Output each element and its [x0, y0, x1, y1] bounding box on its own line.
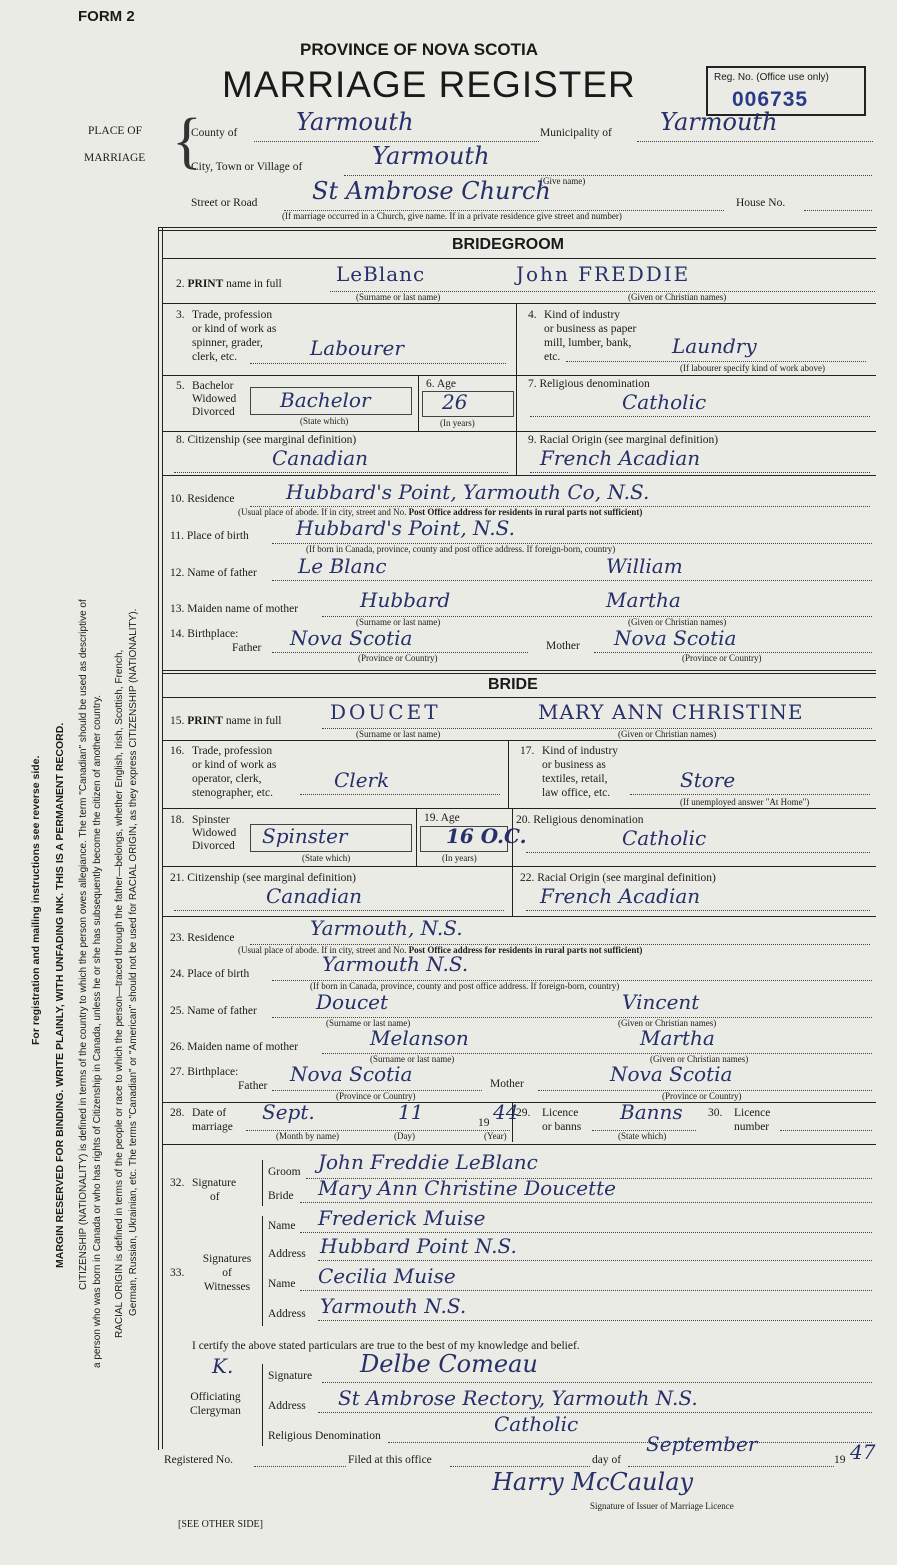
house-label: House No.: [736, 197, 786, 209]
day-of-label: day of: [592, 1454, 622, 1466]
w1-address: Hubbard Point N.S.: [320, 1234, 517, 1258]
bride-industry-note: (If unemployed answer "At Home"): [680, 797, 810, 807]
groom-prov-note-1: (Province or Country): [358, 653, 438, 663]
groom-residence: Hubbard's Point, Yarmouth Co, N.S.: [286, 480, 650, 504]
f19-num: 19.: [424, 812, 439, 824]
reg-number: 006735: [732, 88, 809, 111]
rule: [516, 303, 517, 375]
f19-label: Age: [440, 812, 460, 824]
groom-industry-note: (If labourer specify kind of work above): [680, 363, 825, 373]
w2-name: Cecilia Muise: [318, 1264, 456, 1288]
bride-surname: DOUCET: [330, 700, 441, 724]
f3-label-2: or kind of work as: [192, 323, 277, 335]
bride-father-surname-note: (Surname or last name): [326, 1018, 411, 1028]
rule: [300, 1290, 872, 1291]
place-label-2: MARRIAGE: [84, 152, 146, 164]
groom-mother-given: Martha: [606, 588, 681, 612]
f30-label-1: Licence: [734, 1107, 771, 1119]
marriage-year-note: (Year): [484, 1131, 507, 1141]
f9-label: Racial Origin (see marginal definition): [539, 434, 719, 446]
bride-father-birthplace: Nova Scotia: [290, 1062, 413, 1086]
f27-father-label: Father: [238, 1080, 268, 1092]
rule: [262, 1216, 263, 1326]
groom-given: John FREDDIE: [516, 262, 691, 286]
rule: [300, 794, 500, 795]
groom-age-box: [422, 391, 514, 417]
rule: [162, 808, 876, 809]
bride-res-note-2: Post Office address for residents in rural parts not sufficient): [408, 945, 643, 955]
rule: [530, 416, 870, 417]
f15-print: PRINT: [187, 715, 224, 727]
rule: [162, 866, 876, 867]
reg-label: Reg. No.: [714, 72, 754, 83]
city-value: Yarmouth: [372, 142, 490, 170]
bride-father-surname: Doucet: [316, 990, 389, 1014]
marriage-day-note: (Day): [394, 1131, 415, 1141]
bride-father-given-note: (Given or Christian names): [618, 1018, 717, 1028]
f4-label-1: Kind of industry: [544, 309, 621, 321]
f20-label: Religious denomination: [533, 814, 644, 826]
registered-label: Registered No.: [164, 1454, 233, 1466]
rule: [300, 1232, 872, 1233]
groom-mother-surname: Hubbard: [360, 588, 451, 612]
f17-label-3: textiles, retail,: [542, 773, 608, 785]
groom-sig-label: Groom: [268, 1166, 301, 1178]
f22-label: Racial Origin (see marginal definition): [537, 872, 716, 884]
bride-mother-surname: Melanson: [370, 1026, 469, 1050]
rule: [254, 1466, 346, 1467]
f29-num: 29.: [516, 1107, 531, 1119]
rule: [530, 472, 870, 473]
clergy-rel-label: Religious Denomination: [268, 1430, 381, 1442]
f4-label-4: etc.: [544, 351, 561, 363]
f17-label-4: law office, etc.: [542, 787, 611, 799]
f20-num: 20.: [516, 814, 531, 826]
bride-res-note-1: (Usual place of abode. If in city, street and No.: [238, 945, 407, 955]
filed-year: 47: [850, 1440, 876, 1464]
f29-label-1: Licence: [542, 1107, 579, 1119]
f18-label-1: Spinster: [192, 814, 230, 826]
bride-given-note: (Given or Christian names): [618, 729, 717, 739]
f4-label-2: or business as paper: [544, 323, 637, 335]
clergy-mark: K.: [212, 1354, 234, 1378]
f3-label-1: Trade, profession: [192, 309, 273, 321]
bride-industry: Store: [680, 768, 736, 792]
groom-trade: Labourer: [310, 336, 404, 360]
f4-num: 4.: [528, 309, 537, 321]
rule: [388, 1442, 872, 1443]
rule: [162, 1144, 876, 1145]
city-note: (Give name): [540, 176, 586, 186]
f18-label-3: Divorced: [192, 840, 235, 852]
rule: [628, 1466, 834, 1467]
rule: [516, 431, 517, 475]
groom-industry: Laundry: [672, 334, 757, 358]
groom-father-surname: Le Blanc: [298, 554, 387, 578]
rule: [512, 808, 513, 866]
rule: [162, 740, 876, 741]
clergy-signature: Delbe Comeau: [360, 1350, 538, 1378]
w2-address: Yarmouth N.S.: [320, 1294, 467, 1318]
f4-label: [544, 308, 636, 364]
f24-num: 24.: [170, 968, 185, 980]
f28-label-2: marriage: [192, 1121, 233, 1133]
f28-label: [192, 1106, 233, 1134]
county-value: Yarmouth: [296, 108, 414, 136]
place-label-1: PLACE OF: [88, 125, 142, 137]
f5-label-3: Divorced: [192, 406, 235, 418]
marriage-month: Sept.: [262, 1100, 315, 1124]
rule: [162, 258, 876, 259]
rule: [512, 866, 513, 916]
f16-label: [192, 744, 276, 800]
marriage-year-prefix: 19: [478, 1117, 490, 1129]
sidebar-line-1: For registration and mailing instructions see reverse side.: [30, 755, 42, 1045]
f6-num: 6.: [426, 378, 435, 390]
f5-num: 5.: [176, 380, 185, 392]
f26-label: Maiden name of mother: [187, 1041, 299, 1053]
certify-statement: I certify the above stated particulars are true to the best of my knowledge and belief.: [192, 1340, 580, 1352]
groom-header: BRIDEGROOM: [452, 236, 564, 253]
f12-num: 12.: [170, 567, 185, 579]
rule: [526, 910, 870, 911]
rule: [162, 697, 876, 698]
groom-birth-note: (If born in Canada, province, county and post office address. If foreign-born, country): [306, 544, 616, 554]
county-label: County of: [191, 127, 238, 139]
marriage-year: 44: [493, 1100, 519, 1124]
rule: [162, 303, 876, 304]
f17-label-1: Kind of industry: [542, 745, 619, 757]
street-note: (If marriage occurred in a Church, give name. If in a private residence give street and number): [282, 211, 622, 221]
w1-name-label: Name: [268, 1220, 296, 1232]
clergy-label-1: Officiating: [190, 1391, 241, 1403]
f3-num: 3.: [176, 309, 185, 321]
page-title: MARRIAGE REGISTER: [222, 64, 636, 105]
sidebar-line-3: CITIZENSHIP (NATIONALITY) is defined in terms of the country to which the person owes allegiance. The term "Canadian" should be used as descriptive of: [78, 599, 89, 1290]
f27-label: Birthplace:: [187, 1066, 239, 1078]
f33-label-3: Witnesses: [203, 1281, 251, 1293]
f10-num: 10.: [170, 493, 185, 505]
f12-label: Name of father: [187, 567, 257, 579]
f26-num: 26.: [170, 1041, 185, 1053]
municipality-line: [637, 141, 873, 142]
groom-prov-note-2: (Province or Country): [682, 653, 762, 663]
rule: [526, 852, 870, 853]
f5-label-2: Widowed: [192, 393, 237, 405]
rule: [174, 472, 508, 473]
f16-label-1: Trade, profession: [192, 745, 273, 757]
rule: [262, 1160, 263, 1206]
reg-office-note: (Office use only): [756, 72, 829, 83]
groom-birthplace: Hubbard's Point, N.S.: [296, 516, 515, 540]
rule: [322, 1382, 872, 1383]
groom-religion: Catholic: [622, 390, 707, 414]
f5-label: [192, 380, 236, 419]
rule: [508, 740, 509, 808]
rule: [162, 375, 876, 376]
f5-label-1: Bachelor: [192, 380, 234, 392]
rule: [272, 580, 872, 581]
rule: [162, 673, 876, 674]
rule: [162, 670, 876, 671]
bride-mother-given: Martha: [640, 1026, 715, 1050]
f3-label: [192, 308, 276, 364]
sidebar-line-6: German, Russian, Ukrainian, etc. The terms "Canadian" or "American" should not be used for RACIAL ORIGIN, as they express CITIZENSHIP (NATIONALITY).: [128, 608, 139, 1316]
rule: [162, 431, 876, 432]
f33-num: 33.: [170, 1267, 185, 1279]
rule: [516, 375, 517, 431]
rule: [630, 794, 870, 795]
place-brace: {: [172, 107, 202, 175]
f28-num: 28.: [170, 1107, 185, 1119]
f33-label-1: Signatures: [202, 1253, 252, 1265]
marriage-day: 11: [398, 1100, 424, 1124]
f27-num: 27.: [170, 1066, 185, 1078]
bride-age: 16 O.C.: [446, 824, 527, 848]
groom-mother-surname-note: (Surname or last name): [356, 617, 441, 627]
f28-label-1: Date of: [192, 1107, 227, 1119]
w2-name-label: Name: [268, 1278, 296, 1290]
f10-label: Residence: [187, 493, 235, 505]
bride-prov-note-2: (Province or Country): [662, 1091, 742, 1101]
bride-given: MARY ANN CHRISTINE: [538, 700, 804, 724]
rule: [174, 910, 504, 911]
f29-label: [542, 1106, 581, 1134]
f14-label: Birthplace:: [187, 628, 239, 640]
f15-label: name in full: [225, 715, 282, 727]
see-other-side: [SEE OTHER SIDE]: [178, 1519, 263, 1530]
f30-num: 30.: [708, 1107, 723, 1119]
f30-label-2: number: [734, 1121, 770, 1133]
f7-num: 7.: [528, 378, 537, 390]
municipality-value: Yarmouth: [660, 108, 778, 136]
bride-prov-note-1: (Province or Country): [336, 1091, 416, 1101]
groom-mother-given-note: (Given or Christian names): [628, 617, 727, 627]
rule: [512, 1102, 513, 1142]
f8-label: Citizenship (see marginal definition): [187, 434, 357, 446]
f11-num: 11.: [170, 530, 184, 542]
f6-label: Age: [436, 378, 457, 390]
sidebar-line-5: RACIAL ORIGIN is defined in terms of the people or race to which the person—traced through the father—belongs, whether English, Irish, Scottish, French,: [114, 649, 125, 1338]
bride-age-note: (In years): [442, 853, 477, 863]
bride-mother-surname-note: (Surname or last name): [370, 1054, 455, 1064]
f25-num: 25.: [170, 1005, 185, 1017]
bride-birthplace: Yarmouth N.S.: [322, 952, 469, 976]
rule: [566, 361, 866, 362]
f32-num: 32.: [170, 1177, 185, 1189]
w1-name: Frederick Muise: [318, 1206, 486, 1230]
bride-citizenship: Canadian: [266, 884, 363, 908]
bride-father-given: Vincent: [622, 990, 700, 1014]
sidebar-line-2: MARGIN RESERVED FOR BINDING. WRITE PLAINLY, WITH UNFADING INK. THIS IS A PERMANENT RECORD.: [54, 722, 66, 1268]
f3-label-4: clerk, etc.: [192, 351, 238, 363]
f23-num: 23.: [170, 932, 185, 944]
form-number: FORM 2: [78, 8, 135, 25]
f21-label: Citizenship (see marginal definition): [187, 872, 356, 884]
bride-birth-note: (If born in Canada, province, county and post office address. If foreign-born, country): [310, 981, 620, 991]
f14-father-label: Father: [232, 642, 262, 654]
groom-status: Bachelor: [280, 388, 371, 412]
groom-surname: LeBlanc: [336, 262, 426, 286]
bride-status-note: (State which): [302, 853, 351, 863]
rule: [250, 363, 506, 364]
frame-inner-left: [162, 227, 163, 1449]
f17-label-2: or business as: [542, 759, 606, 771]
f11-label: Place of birth: [186, 530, 249, 542]
licence-banns: Banns: [620, 1100, 683, 1124]
groom-given-note: (Given or Christian names): [628, 292, 727, 302]
clergy-address: St Ambrose Rectory, Yarmouth N.S.: [338, 1386, 698, 1410]
f29-label-2: or banns: [542, 1121, 582, 1133]
city-line: [344, 175, 872, 176]
filed-label: Filed at this office: [348, 1454, 432, 1466]
f32-label-2: of: [210, 1191, 220, 1203]
groom-res-note-1: (Usual place of abode. If in city, street and No.: [238, 507, 407, 517]
groom-age: 26: [442, 390, 468, 414]
street-label: Street or Road: [191, 197, 258, 209]
f24-label: Place of birth: [187, 968, 250, 980]
rule: [780, 1130, 872, 1131]
groom-racial: French Acadian: [540, 446, 701, 470]
groom-res-note-2: Post Office address for residents in rural parts not sufficient): [408, 507, 643, 517]
rule: [450, 1466, 590, 1467]
groom-age-note: (In years): [440, 418, 475, 428]
issuer-label: Signature of Issuer of Marriage Licence: [590, 1501, 734, 1511]
f16-label-3: operator, clerk,: [192, 773, 262, 785]
f9-num: 9.: [528, 434, 537, 446]
f13-num: 13.: [170, 603, 185, 615]
rule: [416, 808, 417, 866]
filed-month: September: [646, 1432, 758, 1456]
f17-label: [542, 744, 618, 800]
w2-address-label: Address: [268, 1308, 306, 1320]
filed-year-prefix: 19: [834, 1454, 846, 1466]
clergy-label-2: Clergyman: [190, 1405, 241, 1417]
f18-label: [192, 814, 236, 853]
f18-num: 18.: [170, 814, 185, 826]
f33-label-2: of: [222, 1267, 232, 1279]
f16-label-4: stenographer, etc.: [192, 787, 273, 799]
bride-surname-note: (Surname or last name): [356, 729, 441, 739]
marriage-month-note: (Month by name): [276, 1131, 339, 1141]
f22-num: 22.: [520, 872, 535, 884]
city-label: City, Town or Village of: [191, 161, 303, 173]
f2-print: PRINT: [187, 278, 224, 290]
groom-surname-note: (Surname or last name): [356, 292, 441, 302]
groom-father-birthplace: Nova Scotia: [290, 626, 413, 650]
rule: [318, 1412, 872, 1413]
bride-mother-given-note: (Given or Christian names): [650, 1054, 749, 1064]
f2-num: 2.: [176, 278, 185, 290]
sidebar-line-4: a person who was born in Canada or who has rights of Citizenship in Canada, unless he or she has subsequently become the citizen of another country.: [92, 695, 103, 1368]
f16-num: 16.: [170, 745, 185, 757]
groom-mother-bp-label: Mother: [546, 640, 580, 652]
f25-label: Name of father: [187, 1005, 257, 1017]
bride-header: BRIDE: [488, 676, 538, 693]
rule: [318, 1260, 872, 1261]
bride-religion: Catholic: [622, 826, 707, 850]
rule: [418, 375, 419, 431]
f21-num: 21.: [170, 872, 185, 884]
issuer-signature: Harry McCaulay: [492, 1468, 694, 1496]
municipality-label: Municipality of: [540, 127, 612, 139]
f2-label: name in full: [226, 278, 282, 290]
bride-sig-label: Bride: [268, 1190, 294, 1202]
f33-label: [192, 1252, 262, 1294]
f3-label-3: spinner, grader,: [192, 337, 263, 349]
groom-status-note: (State which): [300, 416, 349, 426]
w1-address-label: Address: [268, 1248, 306, 1260]
f32-label-1: Signature: [192, 1177, 237, 1189]
f8-num: 8.: [176, 434, 185, 446]
frame-inner-top: [158, 230, 876, 231]
house-line: [804, 210, 872, 211]
f18-label-2: Widowed: [192, 827, 237, 839]
groom-mother-birthplace: Nova Scotia: [614, 626, 737, 650]
bride-status: Spinster: [262, 824, 348, 848]
clergy-address-label: Address: [268, 1400, 306, 1412]
rule: [300, 1202, 872, 1203]
rule: [162, 916, 876, 917]
f7-label: Religious denomination: [539, 378, 650, 390]
licence-banns-note: (State which): [618, 1131, 667, 1141]
bride-racial: French Acadian: [540, 884, 701, 908]
f17-num: 17.: [520, 745, 535, 757]
bride-signature: Mary Ann Christine Doucette: [318, 1176, 616, 1200]
groom-signature: John Freddie LeBlanc: [318, 1150, 538, 1174]
clergy-denomination: Catholic: [494, 1412, 579, 1436]
street-value: St Ambrose Church: [312, 177, 551, 205]
clergy-label: [190, 1390, 241, 1418]
bride-mother-birthplace: Nova Scotia: [610, 1062, 733, 1086]
rule: [262, 1364, 263, 1446]
f16-label-2: or kind of work as: [192, 759, 277, 771]
f14-num: 14.: [170, 628, 185, 640]
f15-num: 15.: [170, 715, 185, 727]
f23-label: Residence: [187, 932, 235, 944]
rule: [318, 1320, 872, 1321]
bride-mother-bp-label: Mother: [490, 1078, 524, 1090]
groom-citizenship: Canadian: [272, 446, 369, 470]
rule: [162, 475, 876, 476]
f13-label: Maiden name of mother: [187, 603, 299, 615]
bride-residence: Yarmouth, N.S.: [310, 916, 463, 940]
province-title: PROVINCE OF NOVA SCOTIA: [300, 40, 539, 59]
f30-label: [734, 1106, 770, 1134]
clergy-sig-label: Signature: [268, 1370, 313, 1382]
bride-trade: Clerk: [334, 768, 390, 792]
f4-label-3: mill, lumber, bank,: [544, 337, 632, 349]
f32-label: [192, 1176, 236, 1204]
groom-father-given: William: [606, 554, 683, 578]
